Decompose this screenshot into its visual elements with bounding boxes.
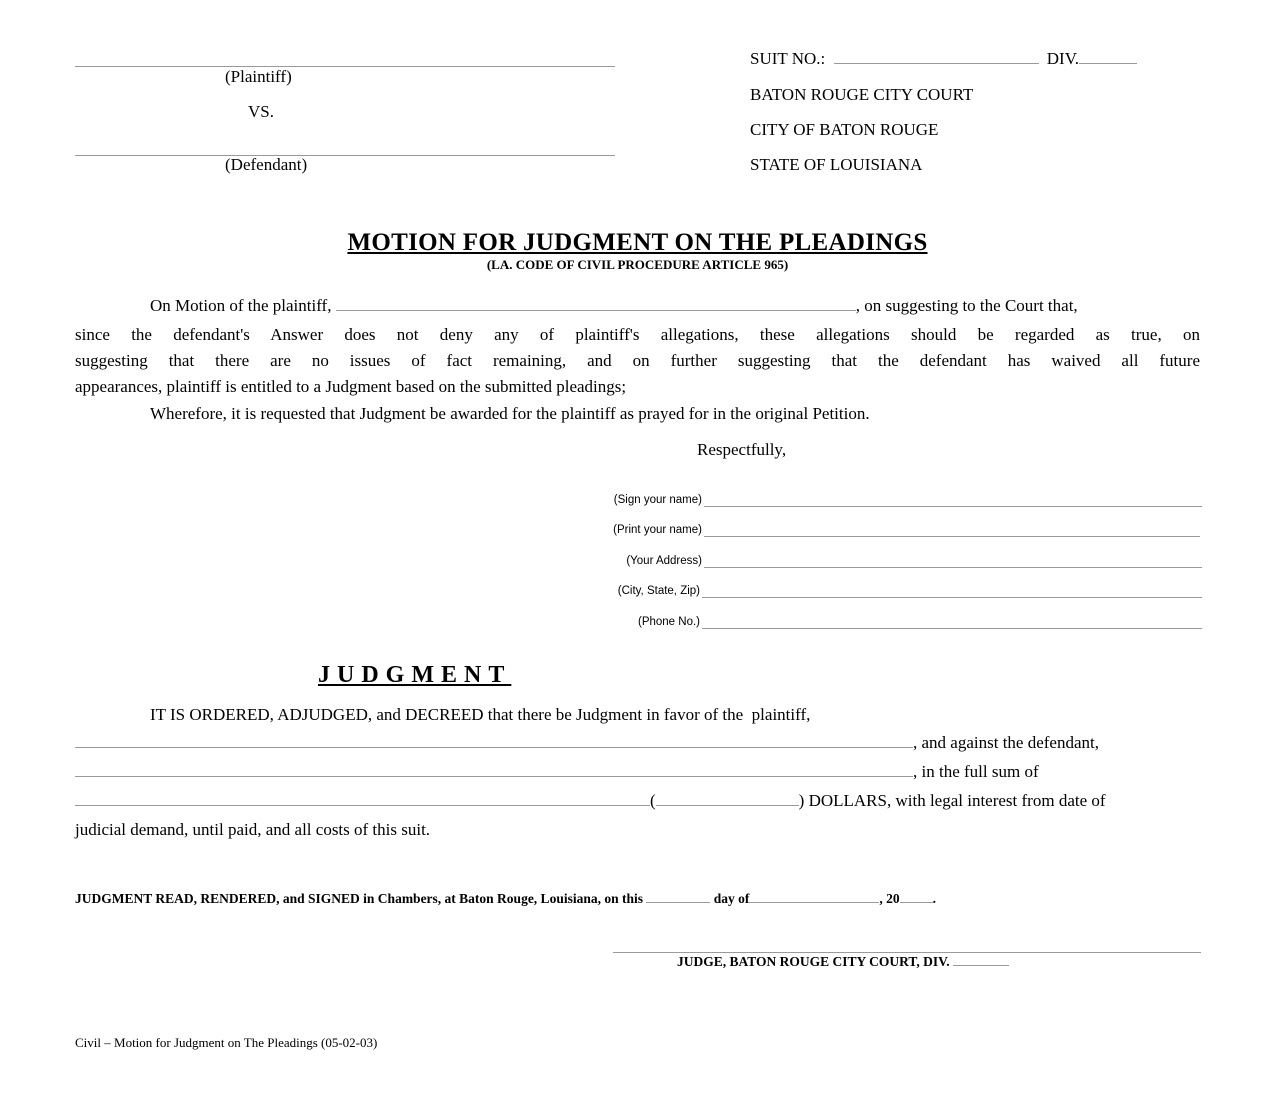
plaintiff-label: (Plaintiff) [225,67,292,86]
motion-line-2: since the defendant's Answer does not deny any of plaintiff's allegations, these allegations should be regarded as true, on [75,325,1200,344]
judgment-line-4 [75,791,1106,811]
judgment-title: JUDGMENT [318,662,512,688]
against-defendant-text: , and against the defendant, [913,733,1099,752]
suit-number-row [750,49,1137,69]
phone-field[interactable] [702,628,1202,629]
signed-year-field[interactable] [900,890,933,903]
motion-intro-continuation: , on suggesting to the Court that, [855,296,1078,315]
suit-number-label: SUIT NO.: [750,49,826,68]
defendant-label: (Defendant) [225,155,308,174]
motion-title: MOTION FOR JUDGMENT ON THE PLEADINGS [347,229,928,256]
signed-month-field[interactable] [749,890,879,903]
signature-row-print [592,524,1202,544]
print-name-label: (Print your name) [613,524,702,536]
signature-row-address [592,555,1202,575]
judgment-plaintiff-field[interactable] [75,733,913,748]
signature-row-sign [592,494,1202,514]
division-label: DIV. [1046,49,1080,68]
city-state-zip-label: (City, State, Zip) [617,585,700,597]
plaintiff-name-motion-field[interactable] [336,296,856,311]
full-sum-text: , in the full sum of [913,762,1039,781]
judgment-line-3 [75,762,1039,782]
address-field[interactable] [704,567,1202,568]
amount-figures-field[interactable] [656,791,799,806]
judgment-order-line: IT IS ORDERED, ADJUDGED, and DECREED that there be Judgment in favor of the plaintiff, [150,705,811,724]
dollars-interest-text: ) DOLLARS, with legal interest from date of [798,791,1106,810]
judgment-line-2 [75,733,1099,753]
versus-label: VS. [248,102,274,121]
plaintiff-name-field[interactable] [75,66,615,67]
year-prefix-text: , 20 [879,891,900,906]
judge-division-field[interactable] [953,953,1009,966]
motion-subtitle: (LA. CODE OF CIVIL PROCEDURE ARTICLE 965) [486,257,789,272]
suit-number-field[interactable] [834,49,1039,64]
judge-label-row [677,953,1009,970]
address-label: (Your Address) [626,555,702,567]
city-state-zip-field[interactable] [702,597,1202,598]
amount-open-paren: ( [650,791,656,810]
sign-name-field[interactable] [704,506,1202,507]
signature-row-city-state-zip [592,585,1202,605]
amount-words-field[interactable] [75,791,650,806]
sign-name-label: (Sign your name) [613,494,702,506]
signature-row-phone [592,616,1202,636]
form-footer-id: Civil – Motion for Judgment on The Pleadings (05-02-03) [75,1035,378,1050]
phone-label: (Phone No.) [637,616,700,628]
motion-intro-text: On Motion of the plaintiff, [150,296,332,315]
signed-end-period: . [932,891,936,906]
day-of-text: day of [713,891,750,906]
division-field[interactable] [1079,49,1137,64]
judgment-defendant-field[interactable] [75,762,913,777]
city-name: CITY OF BATON ROUGE [750,120,939,139]
motion-line-3: suggesting that there are no issues of fact remaining, and on further suggesting that the defendant has waived all future [75,351,1200,370]
closing-respectfully: Respectfully, [697,440,787,459]
motion-line-4: appearances, plaintiff is entitled to a Judgment based on the submitted pleadings; [75,377,627,396]
judgment-signed-line [75,890,936,907]
motion-line-1 [150,296,1200,316]
signed-text: JUDGMENT READ, RENDERED, and SIGNED in Chambers, at Baton Rouge, Louisiana, on this [75,891,643,906]
motion-wherefore: Wherefore, it is requested that Judgment be awarded for the plaintiff as prayed for in the original Petition. [150,404,870,423]
judge-label: JUDGE, BATON ROUGE CITY COURT, DIV. [677,954,950,969]
court-name: BATON ROUGE CITY COURT [750,85,974,104]
state-name: STATE OF LOUISIANA [750,155,923,174]
print-name-field[interactable] [704,536,1200,537]
signed-day-field[interactable] [646,890,710,903]
judgment-line-5: judicial demand, until paid, and all costs of this suit. [75,820,431,839]
defendant-name-field[interactable] [75,155,615,156]
